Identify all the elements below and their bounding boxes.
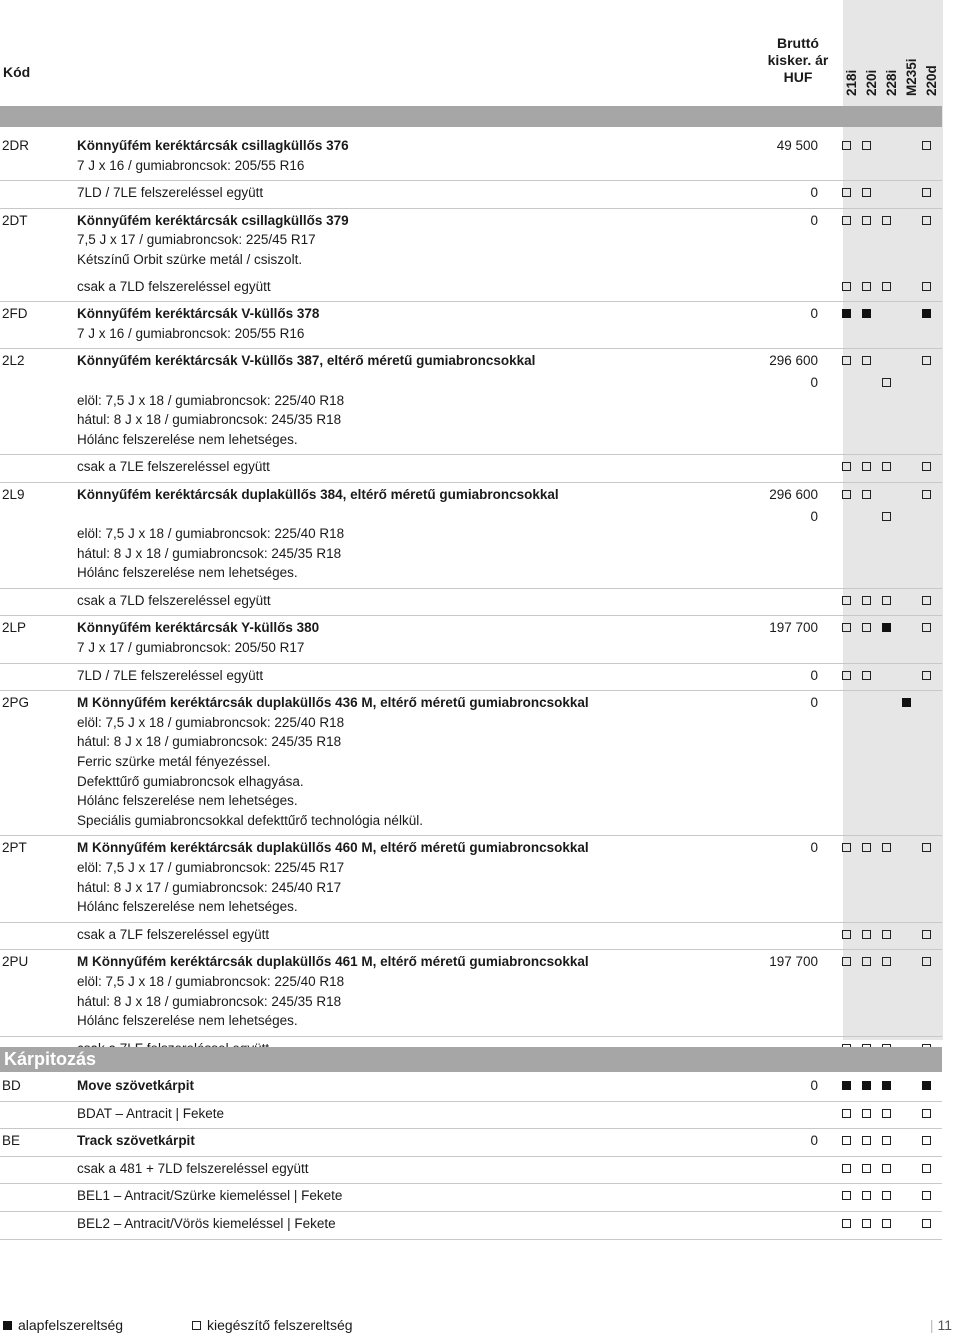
availability-marks: [840, 1159, 942, 1179]
option-detail-line: Speciális gumiabroncsokkal defekttűrő technológia nélkül.: [77, 812, 423, 828]
optional-square-icon: [862, 141, 871, 150]
optional-square-icon: [842, 490, 851, 499]
optional-square-icon: [882, 1219, 891, 1228]
availability-marks: [840, 304, 942, 324]
option-price: 296 600: [769, 353, 818, 369]
option-code: 2DR: [2, 138, 30, 153]
availability-marks: [840, 952, 942, 972]
availability-marks: [840, 1076, 942, 1096]
model-label: M235i: [904, 58, 919, 96]
option-code: 2LP: [2, 620, 27, 636]
option-price: 0: [810, 840, 818, 856]
option-price: 0: [810, 185, 818, 201]
model-label: 228i: [884, 69, 899, 96]
table-row: [0, 923, 942, 951]
option-sub-price: 0: [810, 375, 818, 391]
option-detail-line: Hólánc felszerelése nem lehetséges.: [77, 1013, 298, 1029]
option-description: [77, 691, 757, 835]
option-detail-line: hátul: 8 J x 18 / gumiabroncsok: 245/35 R18: [77, 993, 342, 1009]
optional-square-icon: [882, 1136, 891, 1145]
optional-square-icon: [842, 141, 851, 150]
optional-square-icon: [842, 356, 851, 365]
option-detail-line: 7 J x 17 / gumiabroncsok: 205/50 R17: [77, 640, 305, 656]
optional-square-icon: [842, 216, 851, 225]
option-detail-line: 7,5 J x 17 / gumiabroncsok: 225/45 R17: [77, 232, 316, 248]
filled-square-icon: [3, 1321, 12, 1330]
option-detail-line: Hólánc felszerelése nem lehetséges.: [77, 793, 298, 809]
table-row: [0, 1157, 942, 1185]
option-price: 0: [810, 212, 818, 228]
option-code: 2DT: [2, 212, 28, 228]
optional-square-icon: [842, 1219, 851, 1228]
table-row: [0, 349, 942, 455]
table-row: [0, 589, 942, 617]
option-detail-line: [77, 505, 757, 525]
table-row: [0, 836, 942, 922]
option-price: 0: [810, 306, 818, 322]
option-price: 0: [810, 695, 818, 711]
option-price: 197 700: [769, 620, 818, 636]
standard-square-icon: [842, 309, 851, 318]
availability-marks: [840, 373, 942, 393]
optional-square-icon: [922, 1164, 931, 1173]
optional-square-icon: [862, 671, 871, 680]
availability-marks: [840, 838, 942, 858]
availability-marks: [840, 1214, 942, 1234]
optional-square-icon: [842, 671, 851, 680]
option-detail-line: Hólánc felszerelése nem lehetséges.: [77, 899, 298, 915]
option-title: Könnyűfém keréktárcsák V-küllős 387, eltérő méretű gumiabroncsokkal: [77, 353, 536, 369]
option-detail-line: hátul: 8 J x 18 / gumiabroncsok: 245/35 R18: [77, 545, 342, 561]
option-description: [77, 923, 757, 950]
option-title: Könnyűfém keréktárcsák Y-küllős 380: [77, 620, 320, 636]
option-code: 2PT: [2, 840, 27, 856]
option-description: [77, 1184, 757, 1211]
option-description: [77, 275, 757, 302]
table-row: [0, 181, 942, 209]
availability-marks: [840, 136, 942, 156]
table-row: [0, 1184, 942, 1212]
option-price: 296 600: [769, 486, 818, 502]
optional-square-icon: [922, 462, 931, 471]
section-title: Kárpitozás: [4, 1049, 97, 1069]
optional-square-icon: [882, 282, 891, 291]
table-row: [0, 275, 942, 303]
option-sub-price: 0: [810, 508, 818, 524]
optional-square-icon: [922, 843, 931, 852]
optional-square-icon: [882, 216, 891, 225]
header-code-label: Kód: [3, 64, 31, 80]
option-title: M Könnyűfém keréktárcsák duplaküllős 436 M, eltérő méretű gumiabroncsokkal: [77, 695, 589, 711]
upholstery-table: [0, 1074, 942, 1240]
legend-optional: [192, 1317, 353, 1333]
option-title: Könnyűfém keréktárcsák csillagküllős 379: [77, 212, 349, 228]
standard-square-icon: [882, 623, 891, 632]
optional-square-icon: [842, 596, 851, 605]
standard-square-icon: [862, 1081, 871, 1090]
option-detail-line: csak a 7LD felszereléssel együtt: [77, 592, 271, 608]
option-detail-line: hátul: 8 J x 18 / gumiabroncsok: 245/35 R18: [77, 412, 342, 428]
optional-square-icon: [922, 141, 931, 150]
option-description: [77, 950, 757, 1035]
optional-square-icon: [922, 188, 931, 197]
table-row: [0, 1212, 942, 1240]
option-code: BD: [2, 1078, 21, 1093]
optional-square-icon: [862, 282, 871, 291]
optional-square-icon: [922, 1191, 931, 1200]
optional-square-icon: [882, 378, 891, 387]
optional-square-icon: [922, 596, 931, 605]
optional-square-icon: [862, 1191, 871, 1200]
option-detail-line: Hólánc felszerelése nem lehetséges.: [77, 431, 298, 447]
optional-square-icon: [862, 1136, 871, 1145]
option-description: [77, 134, 757, 180]
option-description: [77, 1157, 757, 1184]
optional-square-icon: [842, 188, 851, 197]
optional-square-icon: [862, 188, 871, 197]
optional-square-icon: [862, 216, 871, 225]
option-title: Move szövetkárpit: [77, 1078, 195, 1093]
option-description: [77, 1212, 757, 1239]
optional-square-icon: [842, 1164, 851, 1173]
option-title: Könnyűfém keréktárcsák duplaküllős 384, eltérő méretű gumiabroncsokkal: [77, 486, 559, 502]
optional-square-icon: [922, 490, 931, 499]
optional-square-icon: [842, 843, 851, 852]
option-detail-line: elöl: 7,5 J x 17 / gumiabroncsok: 225/45 R17: [77, 860, 345, 875]
header-price-label: [752, 35, 844, 86]
availability-marks: [840, 351, 942, 371]
option-description: [77, 302, 757, 348]
option-detail-line: elöl: 7,5 J x 18 / gumiabroncsok: 225/40 R18: [77, 392, 345, 408]
option-detail-line: csak a 7LD felszereléssel együtt: [77, 278, 271, 294]
optional-square-icon: [922, 1219, 931, 1228]
optional-square-icon: [842, 930, 851, 939]
optional-square-icon: [842, 1191, 851, 1200]
option-detail-line: Kétszínű Orbit szürke metál / csiszolt.: [77, 251, 303, 267]
optional-square-icon: [842, 282, 851, 291]
optional-square-icon: [882, 1164, 891, 1173]
availability-marks: [840, 507, 942, 527]
table-row: [0, 302, 942, 349]
optional-square-icon: [882, 957, 891, 966]
standard-square-icon: [842, 1081, 851, 1090]
option-title: M Könnyűfém keréktárcsák duplaküllős 461 M, eltérő méretű gumiabroncsokkal: [77, 954, 589, 970]
option-title: Könnyűfém keréktárcsák csillagküllős 376: [77, 138, 349, 153]
availability-marks: [840, 666, 942, 686]
option-detail-line: 7LD / 7LE felszereléssel együtt: [77, 185, 264, 201]
option-detail-line: elöl: 7,5 J x 18 / gumiabroncsok: 225/40 R18: [77, 973, 345, 989]
option-description: [77, 1074, 757, 1101]
option-code: 2FD: [2, 306, 28, 322]
optional-square-icon: [922, 282, 931, 291]
availability-marks: [840, 693, 942, 713]
option-code: 2L9: [2, 486, 25, 502]
availability-marks: [840, 457, 942, 477]
availability-marks: [840, 485, 942, 505]
option-price: 0: [810, 667, 818, 683]
table-row: [0, 455, 942, 483]
page-number-separator: |: [929, 1317, 938, 1333]
optional-square-icon: [842, 462, 851, 471]
option-description: [77, 664, 757, 691]
optional-square-icon: [862, 462, 871, 471]
standard-square-icon: [922, 1081, 931, 1090]
header-price-line-2: kisker. ár: [767, 52, 829, 68]
optional-square-icon: [842, 957, 851, 966]
option-description: [77, 589, 757, 616]
optional-square-icon: [922, 930, 931, 939]
option-description: [77, 349, 757, 454]
optional-square-icon: [862, 356, 871, 365]
availability-marks: [840, 183, 942, 203]
table-row: [0, 483, 942, 589]
option-detail-line: BEL1 – Antracit/Szürke kiemeléssel | Fekete: [77, 1188, 343, 1204]
model-label: 220i: [864, 69, 879, 96]
optional-square-icon: [842, 1109, 851, 1118]
table-row: [0, 1074, 942, 1102]
optional-square-icon: [862, 843, 871, 852]
option-detail-line: csak a 7LF felszereléssel együtt: [77, 926, 270, 942]
empty-square-icon: [192, 1321, 201, 1330]
availability-marks: [840, 1104, 942, 1124]
standard-square-icon: [922, 309, 931, 318]
table-row: [0, 134, 942, 181]
option-detail-line: Ferric szürke metál fényezéssel.: [77, 754, 271, 770]
option-description: [77, 455, 757, 482]
legend-standard: [3, 1317, 123, 1333]
table-row: [0, 1129, 942, 1157]
option-description: [77, 836, 757, 921]
availability-marks: [840, 1186, 942, 1206]
table-row: [0, 209, 942, 275]
availability-marks: [840, 591, 942, 611]
option-code: 2PG: [2, 695, 30, 711]
option-title: M Könnyűfém keréktárcsák duplaküllős 460 M, eltérő méretű gumiabroncsokkal: [77, 840, 589, 856]
optional-square-icon: [882, 1109, 891, 1118]
option-title: Track szövetkárpit: [77, 1133, 195, 1149]
wheels-table: [0, 134, 942, 1064]
availability-marks: [840, 211, 942, 231]
optional-square-icon: [862, 1164, 871, 1173]
optional-square-icon: [842, 1136, 851, 1145]
optional-square-icon: [842, 623, 851, 632]
availability-marks: [840, 618, 942, 638]
standard-square-icon: [862, 309, 871, 318]
option-detail-line: BDAT – Antracit | Fekete: [77, 1105, 225, 1121]
table-row: [0, 950, 942, 1036]
option-code: BE: [2, 1133, 21, 1149]
header-price-line-3: HUF: [783, 69, 813, 85]
standard-square-icon: [902, 698, 911, 707]
optional-square-icon: [862, 957, 871, 966]
optional-square-icon: [882, 462, 891, 471]
option-detail-line: Defekttűrő gumiabroncsok elhagyása.: [77, 773, 304, 789]
optional-square-icon: [882, 843, 891, 852]
option-detail-line: csak a 7LE felszereléssel együtt: [77, 459, 270, 475]
optional-square-icon: [922, 623, 931, 632]
optional-square-icon: [862, 930, 871, 939]
optional-square-icon: [882, 512, 891, 521]
optional-square-icon: [922, 1109, 931, 1118]
optional-square-icon: [922, 671, 931, 680]
legend-optional-label: kiegészítő felszereltség: [207, 1317, 353, 1333]
optional-square-icon: [862, 1109, 871, 1118]
option-description: [77, 483, 757, 588]
option-detail-line: 7 J x 16 / gumiabroncsok: 205/55 R16: [77, 157, 305, 173]
table-row: [0, 664, 942, 692]
optional-square-icon: [922, 356, 931, 365]
section-header-upholstery: [0, 1047, 942, 1072]
option-description: [77, 1102, 757, 1129]
option-description: [77, 209, 757, 275]
model-label: 218i: [844, 69, 859, 96]
table-row: [0, 1102, 942, 1130]
option-title: Könnyűfém keréktárcsák V-küllős 378: [77, 306, 320, 322]
availability-marks: [840, 277, 942, 297]
header-price-line-1: Bruttó: [777, 35, 819, 51]
option-description: [77, 1129, 757, 1156]
option-detail-line: [77, 371, 757, 391]
option-price: 49 500: [776, 138, 818, 153]
option-detail-line: elöl: 7,5 J x 18 / gumiabroncsok: 225/40 R18: [77, 714, 345, 730]
option-detail-line: BEL2 – Antracit/Vörös kiemeléssel | Fekete: [77, 1215, 336, 1231]
page-number: [930, 1317, 952, 1333]
optional-square-icon: [922, 957, 931, 966]
option-price: 0: [810, 1078, 818, 1093]
option-description: [77, 616, 757, 662]
availability-marks: [840, 1131, 942, 1151]
optional-square-icon: [862, 623, 871, 632]
option-code: 2L2: [2, 353, 25, 369]
option-detail-line: Hólánc felszerelése nem lehetséges.: [77, 565, 298, 581]
option-detail-line: 7LD / 7LE felszereléssel együtt: [77, 667, 264, 683]
option-detail-line: hátul: 8 J x 17 / gumiabroncsok: 245/40 R17: [77, 879, 342, 895]
header-divider-bar: [0, 106, 942, 127]
standard-square-icon: [882, 1081, 891, 1090]
option-description: [77, 181, 757, 208]
page-number-value: 11: [937, 1317, 952, 1333]
optional-square-icon: [862, 1219, 871, 1228]
option-price: 0: [810, 1133, 818, 1149]
optional-square-icon: [882, 596, 891, 605]
optional-square-icon: [882, 930, 891, 939]
optional-square-icon: [922, 216, 931, 225]
option-price: 197 700: [769, 954, 818, 970]
legend-standard-label: alapfelszereltség: [18, 1317, 124, 1333]
option-detail-line: csak a 481 + 7LD felszereléssel együtt: [77, 1160, 309, 1176]
model-label: 220d: [924, 65, 939, 96]
availability-marks: [840, 925, 942, 945]
option-code: 2PU: [2, 954, 29, 970]
option-detail-line: elöl: 7,5 J x 18 / gumiabroncsok: 225/40 R18: [77, 526, 345, 542]
optional-square-icon: [862, 490, 871, 499]
optional-square-icon: [922, 1136, 931, 1145]
optional-square-icon: [882, 1191, 891, 1200]
table-row: [0, 691, 942, 836]
option-detail-line: hátul: 8 J x 18 / gumiabroncsok: 245/35 R18: [77, 734, 342, 750]
option-detail-line: 7 J x 16 / gumiabroncsok: 205/55 R16: [77, 325, 305, 341]
table-row: [0, 616, 942, 663]
optional-square-icon: [862, 596, 871, 605]
